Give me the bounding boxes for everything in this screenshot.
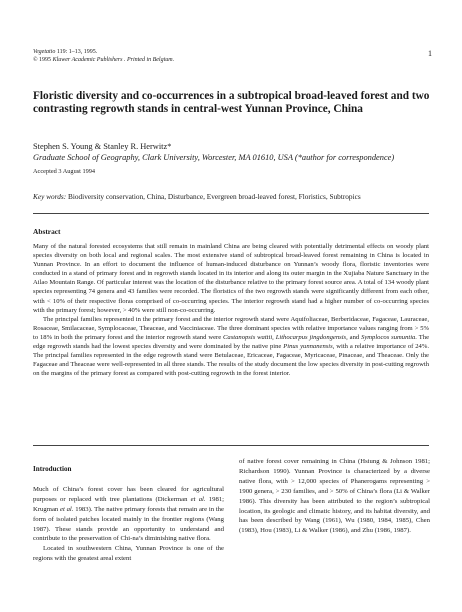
species-name: Symplocos sumuntia. [361, 333, 417, 341]
journal-name: Vegetatio [33, 49, 56, 55]
accepted-date: Accepted 3 August 1994 [33, 168, 96, 175]
citation-line [33, 49, 174, 57]
journal-header [33, 49, 174, 64]
author-names: Stephen S. Young & Stanley R. Herwitz* [33, 142, 172, 151]
intro-paragraph-2-cont: of native forest cover remaining in China (Hsiung & Johnson 1981; Richardson 1990). Yunnan Province is characterized by a diverse native flora, with > 12,000 species of Phanerogams representing > 1900 genera, > 230 families, and > 50% of China’s flora (Li & Walker 1986). This diversity has been attributed to the region’s subtropical location, its geologic and climatic history, and its habitat diversity, and has been described by Wang (1961), Wu (1980, 1984, 1985), Chen (1983), Hou (1983), Li & Walker (1986), and Zhu (1986, 1987). [239, 458, 430, 535]
page-number: 1 [428, 49, 432, 58]
author-block [33, 141, 433, 163]
left-column [33, 465, 224, 564]
affiliation: Graduate School of Geography, Clark University, Worcester, MA 01610, USA (*author for correspondence) [33, 153, 395, 162]
introduction-heading: Introduction [33, 465, 72, 473]
divider-top [33, 213, 429, 214]
abstract-paragraph-2: The principal families represented in the primary forest and the interior regrowth stand were Aquifoliaceae, Berberidaceae, Fagaceae, Lauraceae, Rosaceae, Smilacaceae, Symplocaceae, Theaceae, and Vacciniaceae. The three dominant species with relative importance values ranging from > 5% to 18% in both the primary forest and the interior regrowth stand were Castanopsis wattii, Lithocarpus jingdongensis, and Symplocos sumuntia. The edge regrowth stands had the lowest species diversity and were dominated by the native pine Pinus yunnanensis, with a relative importance of 24%. The principal families represented in the edge regrowth stand were Betulaceae, Ericaceae, Fagaceae, Myricaceae, Pinaceae, and Theaceae. Only the Fagaceae and Theaceae were well-represented in all three stands. The results of the study document the low species diversity in post-cutting regrowth on the margins of the primary forest as compared with post-cutting regrowth in the forest interior. [33, 315, 430, 378]
copyright-line [33, 57, 174, 65]
publisher: Kluwer Academic Publishers . Printed in Belgium. [52, 56, 175, 63]
species-names: Castanopsis wattii, Lithocarpus jingdongensis, [223, 333, 348, 341]
abstract-body [33, 242, 429, 378]
abstract-paragraph-1: Many of the natural forested ecosystems that still remain in mainland China are being cleared with potentially detrimental effects on woody plant species diversity on both local and regional scales. The most extensive stand of subtropical broad-leaved forest remaining in China is located in Yunnan Province. In an effort to document the influence of human-induced disturbance on Yunnan’s woody flora, floristic inventories were conducted in a stand of primary forest and in regrowth stands located in its interior and along its outer margin in the Xujiaba Nature Sanctuary in the Ailao Mountain Range. Of particular interest was the location of the disturbance relative to the primary forest source area. A total of 134 woody plant species representing 74 genera and 43 families were recorded. The floristics of the two regrowth stands were significantly different from each other, with < 10% of their respective floras comprised of co-occurring species. The interior regrowth stand had a higher number of co-occurring species with the primary forest; however, > 40% were still non-co-occurring. [33, 243, 429, 314]
species-name: Pinus yunnanensis, [283, 343, 335, 351]
intro-paragraph-1: Much of China’s forest cover has been cleared for agricultural purposes or replaced with tree plantations (Dickerman et al. 1981; Krugman et al. 1983). The native primary forests that remain are in the form of isolated patches located mainly in the frontier regions (Wang 1987). These stands provide an opportunity to understand and contribute to the preservation of Chi-na’s diminishing native flora. [33, 485, 225, 543]
volume-pages: 119: 1–13, 1995. [55, 49, 98, 55]
intro-paragraph-2: Located in southwestern China, Yunnan Province is one of the regions with the greatest areal extent [33, 545, 224, 563]
paper-title: Floristic diversity and co-occurrences in a subtropical broad-leaved forest and two contrasting regrowth stands in central-west Yunnan Province, China [33, 90, 430, 115]
abstract-heading: Abstract [33, 227, 61, 236]
keywords-label: Key words: [33, 192, 67, 201]
right-column [239, 457, 430, 536]
keywords-text: Biodiversity conservation, China, Disturbance, Evergreen broad-leaved forest, Floristics, Subtropics [66, 192, 361, 201]
copyright-year: © 1995 [33, 56, 53, 63]
divider-bottom [33, 445, 429, 446]
keywords [33, 192, 433, 201]
